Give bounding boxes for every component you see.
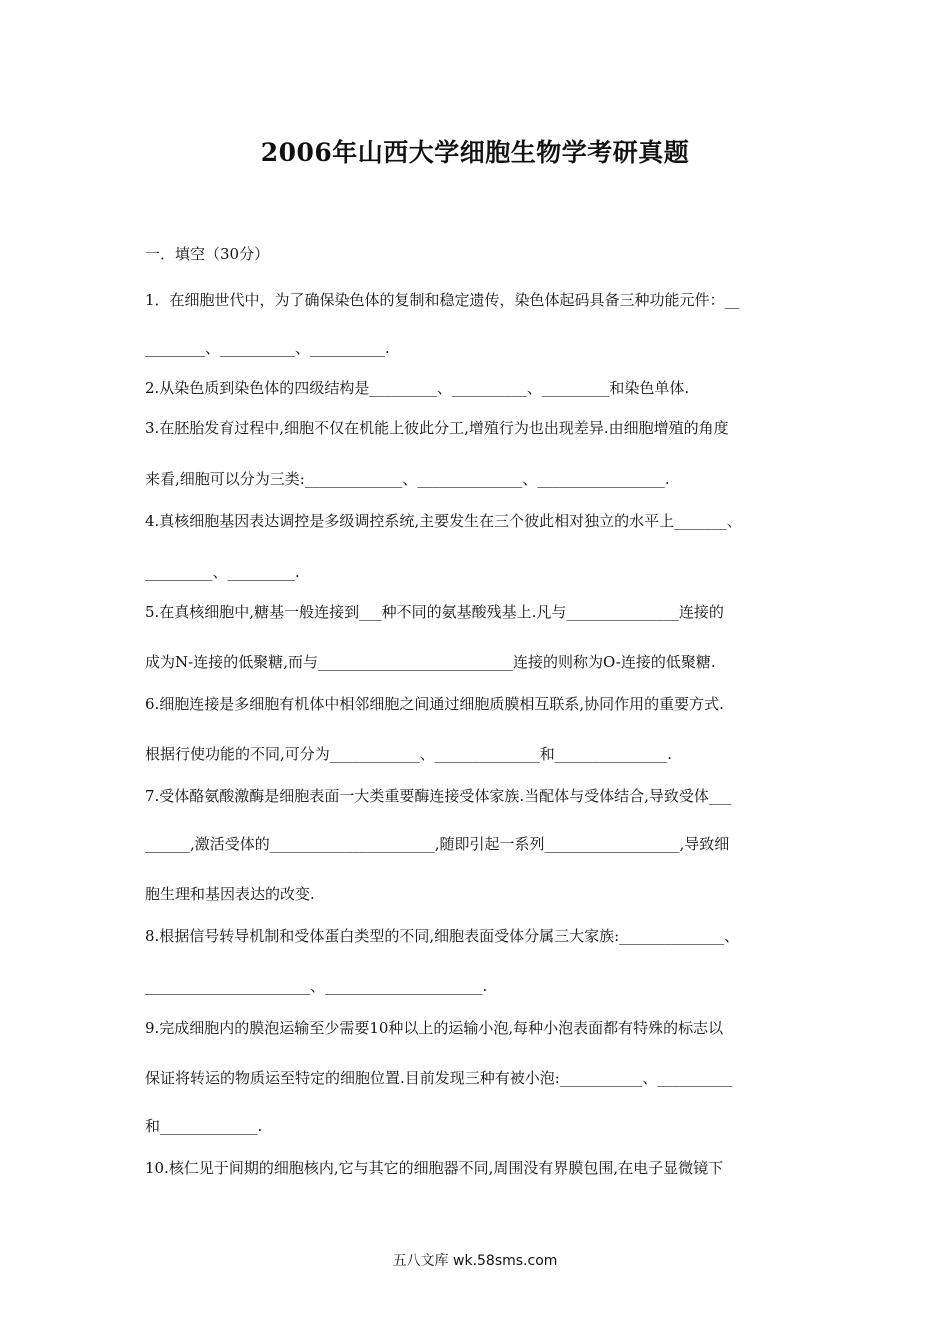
question-line: 5.在真核细胞中,糖基一般连接到___种不同的氨基酸残基上.凡与_______________连接的 — [145, 603, 724, 621]
question-line: 保证将转运的物质运至特定的细胞位置.目前发现三种有被小泡:___________、__________ — [145, 1069, 733, 1087]
question-line: 胞生理和基因表达的改变. — [145, 885, 315, 903]
question-line: ________、__________、__________. — [145, 339, 390, 357]
question-line: 7.受体酪氨酸激酶是细胞表面一大类重要酶连接受体家族.当配体与受体结合,导致受体___ — [145, 787, 732, 805]
question-line: 8.根据信号转导机制和受体蛋白类型的不同,细胞表面受体分属三大家族:______________、 — [145, 927, 740, 945]
question-line: 9.完成细胞内的膜泡运输至少需要10种以上的运输小泡,每种小泡表面都有特殊的标志以 — [145, 1019, 724, 1037]
question-line: 10.核仁见于间期的细胞核内,它与其它的细胞器不同,周围没有界膜包围,在电子显微镜下 — [145, 1159, 724, 1177]
question-line: 3.在胚胎发育过程中,细胞不仅在机能上彼此分工,增殖行为也出现差异.由细胞增殖的角度 — [145, 419, 729, 437]
question-line: 来看,细胞可以分为三类:_____________、______________、_________________. — [145, 470, 670, 488]
question-line: 2.从染色质到染色体的四级结构是_________、__________、_________和染色单体. — [145, 379, 690, 397]
question-line: 4.真核细胞基因表达调控是多级调控系统,主要发生在三个彼此相对独立的水平上_______、 — [145, 512, 742, 530]
question-line: 根据行使功能的不同,可分为____________、______________和_______________. — [145, 745, 673, 763]
question-line: 6.细胞连接是多细胞有机体中相邻细胞之间通过细胞质膜相互联系,协同作用的重要方式. — [145, 695, 724, 713]
question-line: ______________________、_____________________. — [145, 977, 488, 995]
page-footer: 五八文库 wk.58sms.com — [392, 1253, 558, 1269]
question-line: _________、_________. — [145, 563, 300, 581]
question-line: 成为N-连接的低聚糖,而与__________________________连接的则称为O-连接的低聚糖. — [145, 653, 716, 671]
question-line: 1．在细胞世代中，为了确保染色体的复制和稳定遗传，染色体起码具备三种功能元件：__ — [145, 291, 740, 309]
page-title: 2006年山西大学细胞生物学考研真题 — [260, 138, 690, 167]
question-line: 和_____________. — [145, 1117, 263, 1135]
section-heading: 一．填空（30分） — [145, 245, 270, 263]
question-line: ______,激活受体的______________________,随即引起一系列__________________,导致细 — [145, 835, 730, 853]
